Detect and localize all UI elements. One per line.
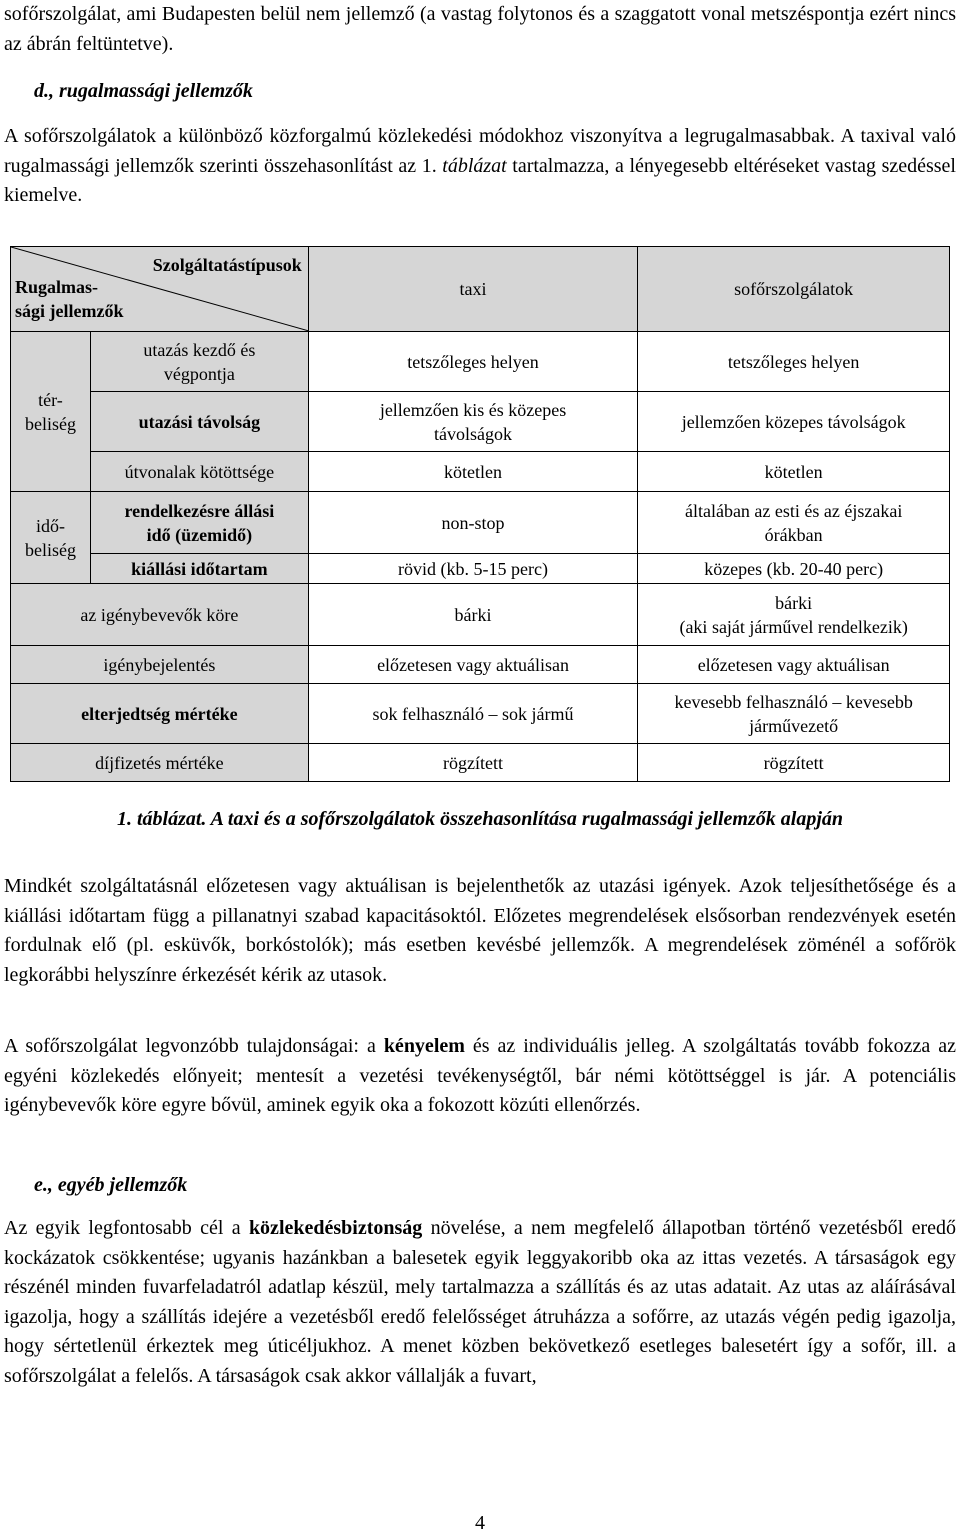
cell-taxi-route: kötetlen [308,452,638,492]
cell-sofor-start-end: tetszőleges helyen [638,332,950,392]
comparison-table [10,246,950,782]
cell-taxi-prevalence: sok felhasználó – sok jármű [308,684,638,744]
corner-label-flexibility: Rugalmas- sági jellemzők [15,277,124,321]
section-e-paragraph: Az egyik legfontosabb cél a közlekedésbiztonság növelése, a nem megfelelő állapotban történő vezetésből eredő kockázatok csökkentése; ugyanis hazánkban a balesetek egyik leggyakoribb oka az ittas vezetés. A társaságok egy részénél minden fuvarfeladatról adatlap készül, mely tartalmazza a szállítás és az utas adatait. Az utas az aláírásával igazolja, hogy a szállítás idejére a vezetésből eredő felelősséget átruházza a sofőrre, az utazás végén pedig igazolja, hogy sértetlenül érkeztek meg úticéljukhoz. A menet közben bekövetkező esetleges balesetért így a sofőr, ill. a sofőrszolgálat a felelős. A társaságok csak akkor vállalják a fuvart, [4,1217,956,1387]
table-reference: táblázat [442,154,507,177]
cell-taxi-fee: rögzített [308,744,638,782]
cell-sofor-distance: jellemzően közepes távolságok [638,392,950,452]
cell-sofor-prevalence: kevesebb felhasználó – kevesebb járművezető [638,684,950,744]
cell-taxi-distance: jellemzően kis és közepes távolságok [308,392,638,452]
row-label-start-end: utazás kezdő és végpontja [90,332,308,392]
table-caption: 1. táblázat. A taxi és a sofőrszolgálatok összehasonlítása rugalmassági jellemzők alapján [116,808,844,830]
row-label-availability: rendelkezésre állási idő (üzemidő) [90,492,308,554]
cell-sofor-waiting-time: közepes (kb. 20-40 perc) [638,554,950,584]
section-e-heading: e., egyéb jellemzők [34,1174,188,1196]
table-corner-header [11,247,309,332]
bold-comfort: kényelem [383,1035,465,1057]
cell-sofor-availability: általában az esti és az éjszakai órákban [638,492,950,554]
page-number: 4 [475,1512,485,1534]
cell-sofor-users: bárki (aki saját járművel rendelkezik) [638,584,950,646]
section-d-paragraph [4,122,956,211]
row-label-fee: díjfizetés mértéke [11,744,309,782]
section-d-text: A sofőrszolgálatok a különböző közforgalmú közlekedési módokhoz viszonyítva a legrugalmasabbak. A taxival való rugalmassági jellemzők szerinti összehasonlítást az 1. [4,125,956,177]
corner-label-service-types: Szolgáltatástípusok [152,255,302,275]
row-label-route: útvonalak kötöttsége [90,452,308,492]
row-label-distance: utazási távolság [90,392,308,452]
cell-taxi-users: bárki [308,584,638,646]
cell-taxi-waiting-time: rövid (kb. 5-15 perc) [308,554,638,584]
cell-sofor-fee: rögzített [638,744,950,782]
cell-taxi-ordering: előzetesen vagy aktuálisan [308,646,638,684]
row-label-ordering: igénybejelentés [11,646,309,684]
section-d-heading: d., rugalmassági jellemzők [34,80,253,102]
cell-taxi-start-end: tetszőleges helyen [308,332,638,392]
cell-taxi-availability: non-stop [308,492,638,554]
column-header-sofor: sofőrszolgálatok [638,247,950,332]
group-terbeliseg: tér- beliség [11,332,91,492]
paragraph-attributes: A sofőrszolgálat legvonzóbb tulajdonságai: a kényelem és az individuális jelleg. A szolgáltatás tovább fokozza az egyéni közlekedés előnyeit; mentesít a vezetési tevékenységtől, bár némi kötöttséggel is jár. A potenciális igénybevevők köre egyre bővül, aminek egyik oka a fokozott közúti ellenőrzés. [4,1035,957,1116]
cell-sofor-route: kötetlen [638,452,950,492]
bold-traffic-safety: közlekedésbiztonság [248,1217,423,1239]
intro-paragraph: sofőrszolgálat, ami Budapesten belül nem jellemző (a vastag folytonos és a szaggatott vonal metszéspontja ezért nincs az ábrán feltüntetve). [4,3,956,55]
column-header-taxi: taxi [308,247,638,332]
row-label-users: az igénybevevők köre [11,584,309,646]
group-idobeliseg: idő- beliség [11,492,91,584]
cell-sofor-ordering: előzetesen vagy aktuálisan [638,646,950,684]
section-d-text-end: tartalmazza, a lényegesebb eltéréseket vastag szedéssel kiemelve. [4,154,956,206]
row-label-prevalence: elterjedtség mértéke [11,684,309,744]
row-label-waiting-time: kiállási időtartam [90,554,308,584]
paragraph-requests: Mindkét szolgáltatásnál előzetesen vagy aktuálisan is bejelenthetők az utazási igények. Azok teljesíthetősége és a kiállási időtartam függ a pillanatnyi szabad kapacitásoktól. Előzetes megrendelések elsősorban rendezvények esetén fordulnak elő (pl. esküvők, borkóstolók); más esetben kevésbé jellemzők. A megrendelések zöménél a sofőrök legkorábbi helyszínre érkezését kérik az utasok. [4,875,956,986]
